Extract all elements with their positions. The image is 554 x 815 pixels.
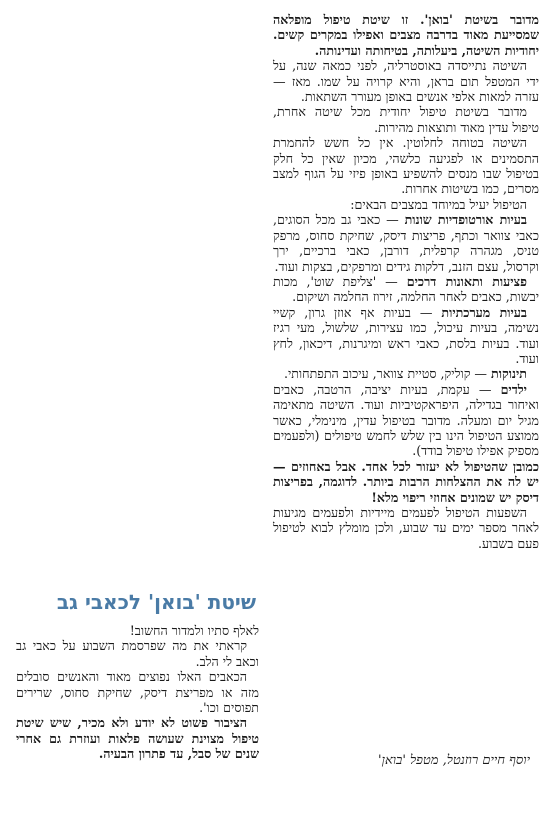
list-item-heading: בעיות מערכתיות [441, 304, 527, 320]
paragraph-effects: השפעות הטיפול לפעמים מיידיות ולפעמים מגיעות לאחר מספר ימים עד שבוע, ולכן מומלץ לבוא לטיפול פעם בשבוע. [273, 505, 539, 551]
list-item-children [273, 382, 539, 459]
paragraph-success: כמובן שהטיפול לא יעזור לכל אחד. אבל באחוזים — יש לה את ההצלחות הרבות ביותר. לדוגמה, בפריצות דיסק יש שמונים אחוזי ריפוי מלא! [273, 458, 539, 505]
list-item-babies [273, 366, 539, 381]
paragraph-history: השיטה נתייסדה באוסטרליה, לפני כמאה שנה, על ידי המטפל תום בראן, והיא קרויה על שמו. מאז — עזרה למאות אלפי אנשים באופן מעורר השתאות. [273, 58, 539, 105]
list-item-heading: ילדים [500, 381, 527, 397]
paragraph-intro: מדובר בשיטת 'בואן'. זו שיטת טיפול מופלאה שמסייעת מאוד בדרבה מצבים ואפילו במקרים קשים. יחודיות השיטה, ביעלותה, בטיחותה ועדינותה. [273, 12, 539, 58]
paragraph-pains: הכאבים האלו נפוצים מאוד והאנשים סובלים מזה או מפריצת דיסק, שחיקת סחוס, שרירים תפוסים וכו'. [16, 669, 259, 716]
list-item-orthopedic [273, 212, 539, 274]
paragraph-public: הציבור פשוט לא יודע ולא מכיר, שיש שיטת טיפול מצוינת שעושה פלאות ועוזרת גם אחרי שנים של סבל, עד פתרון הבעיה. [16, 715, 259, 762]
article-title: שיטת 'בואן' לכאבי גב [56, 590, 256, 614]
paragraph-reading: קראתי את מה שפרסמת השבוע על כאבי גב וכאב לי הלב. [16, 638, 259, 669]
paragraph-unique: מדובר בשיטת טיפול יחודית מכל שיטה אחרת, טיפול עדין מאוד ותוצאות מהירות. [273, 104, 539, 135]
list-item-text: — עקמת, בעיות יציבה, הרטבה, כאבים ואיחור בגדילה, היפראקטיביות ועוד. השיטה מתאימה מגיל יום ומעלה. מדובר בטיפול עדין, מינימלי, כאשר ממוצע הטיפול הינו בין שלש לחמש טיפולים (ולפעמים מספיק אפילו טיפול בודד). [273, 381, 539, 459]
article-right-column [273, 12, 539, 551]
article-left-column [16, 585, 259, 762]
paragraph-safety: השיטה בטוחה לחלוטין. אין כל חשש להחמרת התסמינים או לפגיעה כלשהי, מכיון שאין כל חלק בטיפול שבו מנסים להשפיע באופן פיזי על הגוף למצב מסרים, כמו בשיטות אחרות. [273, 135, 539, 197]
paragraph-greeting: לאלף סתיו ולמדור החשוב! [129, 623, 259, 638]
list-item-text: — קוליק, סטיית צוואר, עיכוב התפתחותי. [283, 366, 492, 382]
list-item-systemic [273, 305, 539, 367]
list-item-text: — בעיות אף אוזן גרון, קשיי נשימה, בעיות עיכול, כמו עצירות, שלשול, מעי רגיז ועוד. בעיות בלסת, כאבי ראש ומיגרנות, דיכאון, לחץ ועוד. [273, 304, 539, 366]
list-item-heading: בעיות אורטופדיות שונות [404, 212, 527, 228]
list-item-heading: פציעות ותאונות דרכים [406, 273, 528, 289]
paragraph-conditions-intro: הטיפול יעיל במיוחד במצבים הבאים: [350, 196, 527, 212]
author-signature: יוסף חיים רוזנטל, מטפל 'בואן' [378, 753, 530, 768]
list-item-text: — כאבי גב מכל הסוגים, כאבי צוואר וכתף, פריצות דיסק, שחיקת סחוס, מרפק טניס, מגהרה קרפלית, דורבן, כאבי ברכיים, ירך וקרסול, עצם הזנב, דלקות גידים ומרפקים, בצקות ועוד. [273, 212, 539, 274]
list-item-injuries [273, 274, 539, 305]
list-item-heading: תינוקות [491, 366, 527, 382]
list-item-text: — 'צליפת שוט', מכות יבשות, כאבים לאחר החלמה, זירוז החלמה ושיקום. [273, 273, 539, 305]
